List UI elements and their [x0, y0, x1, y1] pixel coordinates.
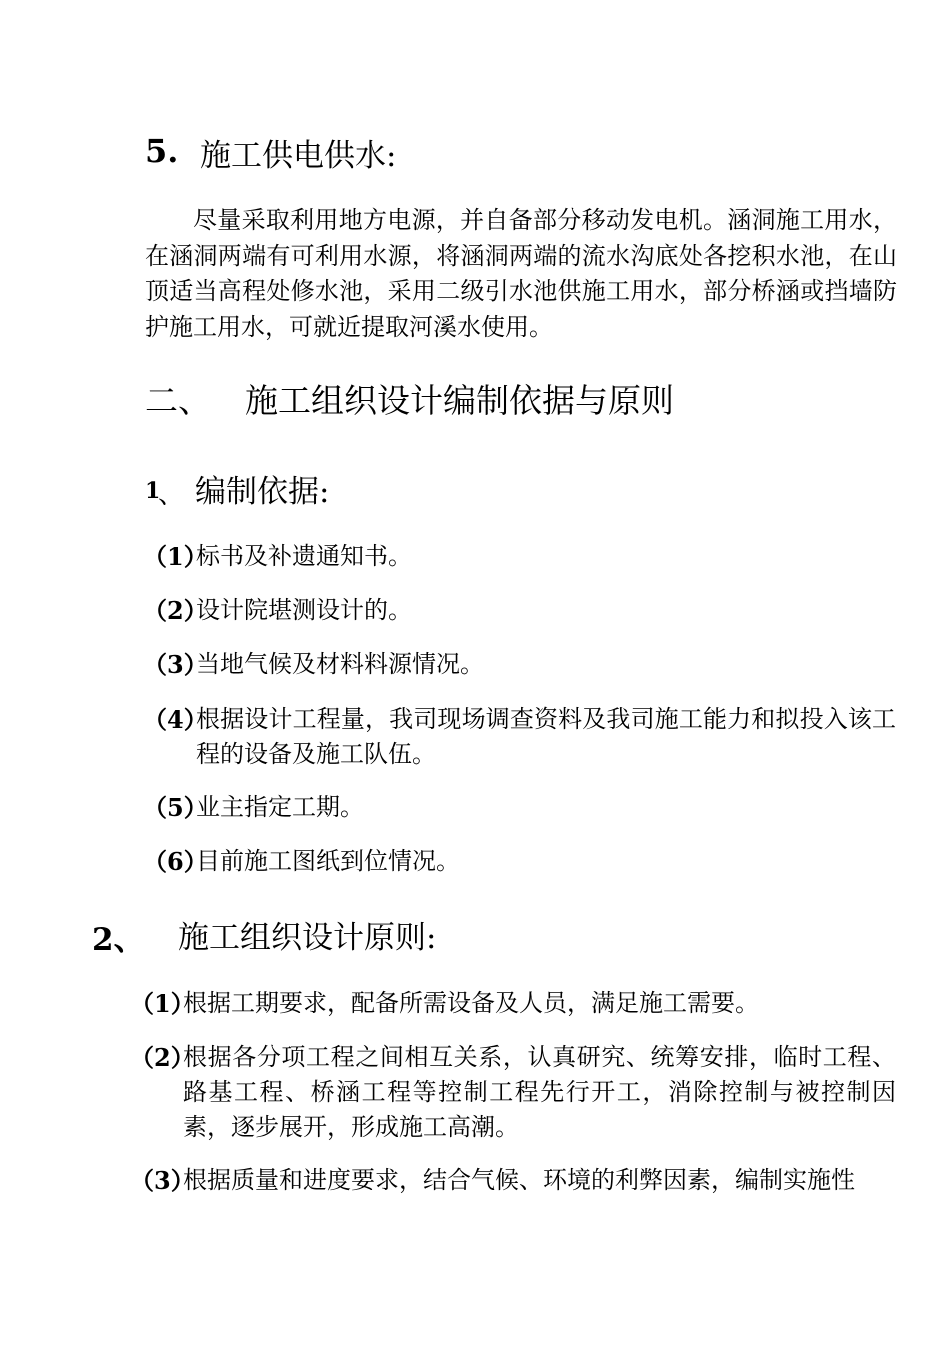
- paragraph-text: 尽量采取利用地方电源，并自备部分移动发电机。涵洞施工用水，在涵洞两端有可利用水源，将涵洞两端的流水沟底处各挖积水池，在山顶适当高程处修水池，采用二级引水池供施工用水，部分桥涵或挡墙防护施工用水，可就近提取河溪水使用。: [145, 206, 897, 341]
- list-item-number: （4）: [143, 705, 208, 734]
- list-item-text: 目前施工图纸到位情况。: [196, 847, 460, 875]
- subsection-title: 编制依据:: [195, 474, 330, 510]
- subsection-title: 施工组织设计原则:: [178, 920, 437, 956]
- section-paragraph: [145, 203, 897, 345]
- list-item-number: （3）: [130, 1166, 195, 1195]
- list-item-number: （2）: [130, 1043, 195, 1072]
- subsection-number: 1: [145, 478, 161, 504]
- list-item-number: （3）: [143, 650, 208, 679]
- list-item-text: 业主指定工期。: [196, 793, 364, 821]
- subsection-separator: 、: [158, 480, 185, 510]
- subsection-number: 2、: [92, 922, 145, 958]
- list-item-number: （1）: [143, 542, 208, 571]
- list-item-number: （6）: [143, 847, 208, 876]
- list-item-number: （5）: [143, 793, 208, 822]
- list-item-text: 设计院堪测设计的。: [196, 596, 412, 624]
- list-item-text: 根据各分项工程之间相互关系，认真研究、统筹安排，临时工程、路基工程、桥涵工程等控制工程先行开工，消除控制与被控制因素，逐步展开，形成施工高潮。: [183, 1043, 896, 1141]
- list-item-text: 根据质量和进度要求，结合气候、环境的利弊因素，编制实施性: [183, 1166, 855, 1194]
- section-title: 施工供电供水:: [200, 138, 397, 174]
- list-item-number: （1）: [130, 989, 195, 1018]
- list-item-text: 根据设计工程量，我司现场调查资料及我司施工能力和拟投入该工程的设备及施工队伍。: [196, 705, 896, 768]
- list-item-text: 当地气候及材料料源情况。: [196, 650, 484, 678]
- section-number: 5.: [145, 132, 179, 170]
- chapter-title: 施工组织设计编制依据与原则: [245, 381, 674, 420]
- list-item-number: （2）: [143, 596, 208, 625]
- list-item-text: 根据工期要求，配备所需设备及人员，满足施工需要。: [183, 989, 759, 1017]
- list-item-text: 标书及补遗通知书。: [196, 542, 412, 570]
- chapter-number: 二、: [145, 381, 211, 420]
